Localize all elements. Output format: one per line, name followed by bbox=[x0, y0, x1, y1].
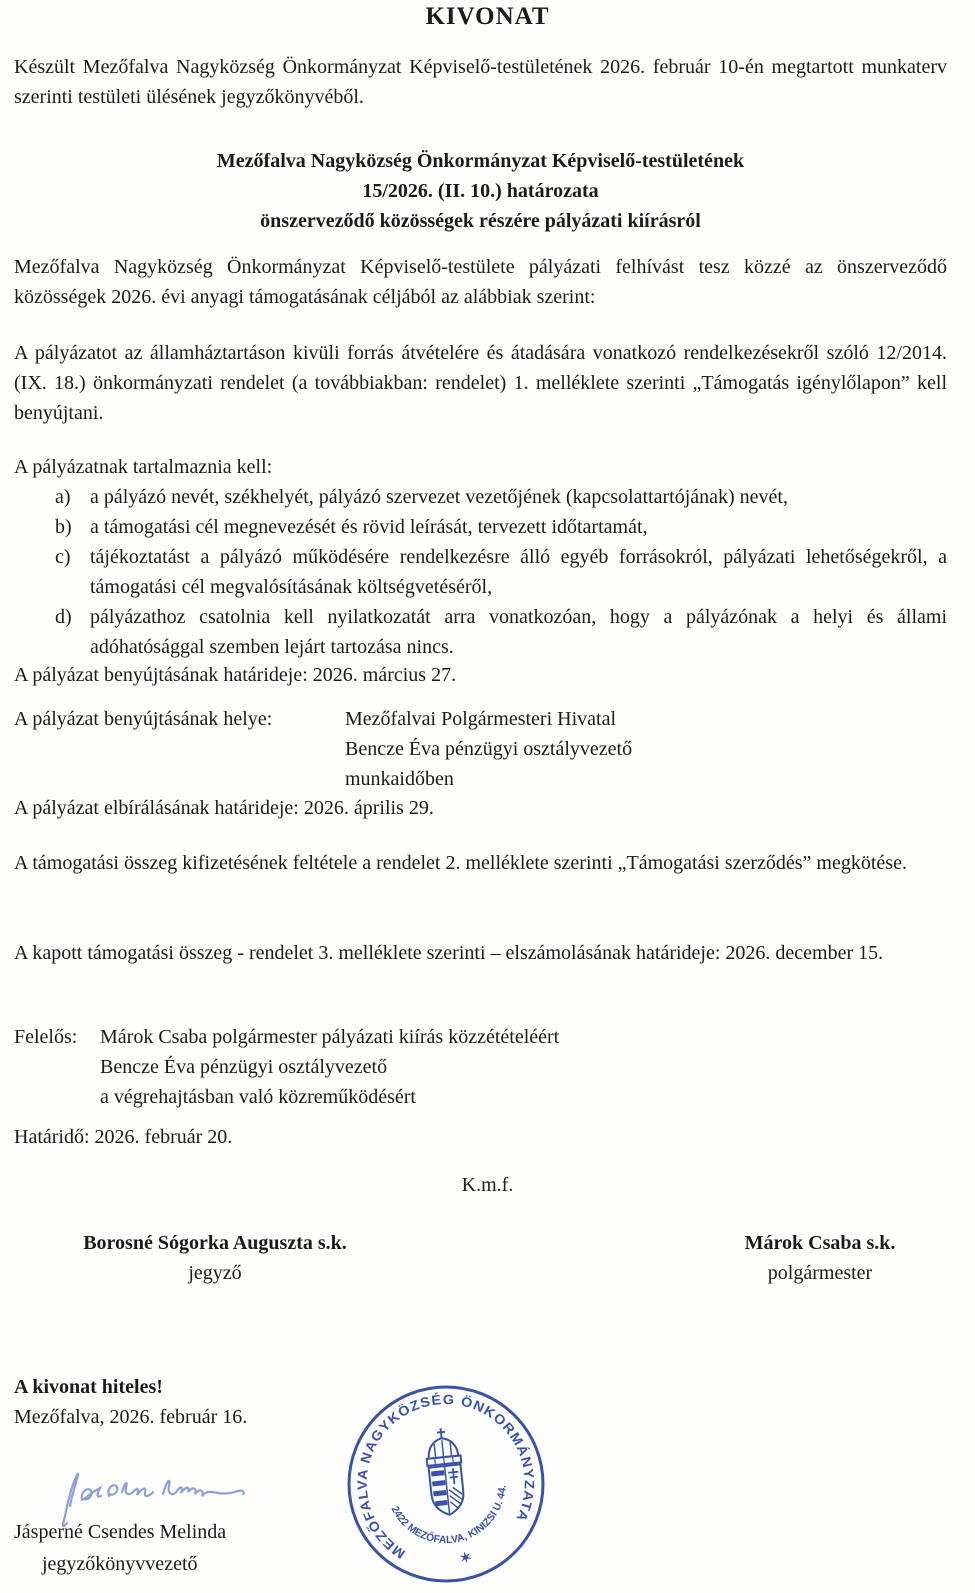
intro-paragraph: Készült Mezőfalva Nagyközség Önkormányzat Képviselő-testületének 2026. február 10-én megtartott munkaterv szerinti testületi ülésének jegyzőkönyvéből. bbox=[14, 56, 947, 108]
responsible-label: Felelős: bbox=[14, 1026, 78, 1048]
heading-line-3: önszerveződő közösségek részére pályázati kiírásról bbox=[260, 210, 701, 232]
list-item-d bbox=[14, 602, 947, 662]
item-text: a támogatási cél megnevezését és rövid leírását, tervezett időtartamát, bbox=[90, 516, 648, 538]
item-text: a pályázó nevét, székhelyét, pályázó szervezet vezetőjének (kapcsolattartójának) nevét, bbox=[90, 486, 788, 508]
judge-deadline-line: A pályázat elbírálásának határideje: 2026. április 29. bbox=[14, 797, 434, 819]
list-item-c bbox=[14, 542, 947, 602]
signature-right-title: polgármester bbox=[767, 1262, 873, 1284]
responsible-line-1 bbox=[14, 1022, 947, 1052]
signature-block-left bbox=[40, 1228, 390, 1288]
place-label: A pályázat benyújtásának helye: bbox=[14, 708, 273, 730]
certify-line: A kivonat hiteles! bbox=[14, 1376, 163, 1398]
place-value: Mezőfalvai Polgármesteri Hivatal bbox=[345, 708, 617, 730]
stamp-outer-text: MEZŐFALVA NAGYKÖZSÉG ÖNKORMÁNYZATA bbox=[354, 1391, 537, 1562]
responsible-line-2: Bencze Éva pénzügyi osztályvezető bbox=[100, 1056, 388, 1078]
signature-stroke bbox=[163, 1481, 244, 1496]
list-item-b bbox=[14, 512, 947, 542]
signature-block-right bbox=[705, 1228, 935, 1288]
signature-left-name: Borosné Sógorka Auguszta s.k. bbox=[83, 1232, 347, 1254]
requirements-intro: A pályázatnak tartalmaznia kell: bbox=[14, 456, 273, 478]
responsible-value: Márok Csaba polgármester pályázati kiírás közzétételéért bbox=[100, 1026, 560, 1048]
clerk-title: jegyzőkönyvvezető bbox=[42, 1553, 198, 1575]
document-title: KIVONAT bbox=[425, 3, 550, 30]
item-text: pályázathoz csatolnia kell nyilatkozatát arra vonatkozóan, hogy a pályázónak a helyi és állami adóhatósággal szemben lejárt tartozása nincs. bbox=[90, 606, 947, 658]
kmf-line: K.m.f. bbox=[461, 1174, 514, 1196]
resolution-heading bbox=[14, 146, 947, 236]
heading-line-1: Mezőfalva Nagyközség Önkormányzat Képviselő-testületének bbox=[216, 150, 745, 172]
form-paragraph: A pályázatot az államháztartáson kivüli forrás átvételére és átadására vonatkozó rendelkezésekről szóló 12/2014. (IX. 18.) önkormányzati rendelet (a továbbiakban: rendelet) 1. melléklete szerinti „Támogatás igénylőlapon” kell benyújtani. bbox=[14, 342, 947, 424]
settlement-paragraph: A kapott támogatási összeg - rendelet 3. melléklete szerinti – elszámolásának határideje: 2026. december 15. bbox=[14, 942, 884, 964]
clerk-name: Jásperné Csendes Melinda bbox=[14, 1521, 227, 1543]
item-marker: d) bbox=[55, 606, 72, 628]
submit-deadline-line: A pályázat benyújtásának határideje: 2026. március 27. bbox=[14, 664, 457, 686]
stamp-star: ✶ bbox=[457, 1548, 474, 1567]
responsible-line-3: a végrehajtásban való közreműködésért bbox=[100, 1086, 416, 1108]
item-text: tájékoztatást a pályázó működésére rendelkezésre álló egyéb forrásokról, pályázati lehetőségekről, a támogatási cél megvalósításának költségvetéséről, bbox=[90, 546, 947, 598]
payment-paragraph: A támogatási összeg kifizetésének feltétele a rendelet 2. melléklete szerinti „Támogatási szerződés” megkötése. bbox=[14, 852, 907, 874]
requirements-list bbox=[14, 482, 947, 662]
coat-of-arms-icon bbox=[424, 1427, 467, 1517]
item-marker: b) bbox=[55, 516, 72, 538]
list-item-a bbox=[14, 482, 947, 512]
official-stamp bbox=[345, 1382, 549, 1588]
call-paragraph: Mezőfalva Nagyközség Önkormányzat Képviselő-testülete pályázati felhívást tesz közzé az önszerveződő közösségek 2026. évi anyagi támogatásának céljából az alábbiak szerint: bbox=[14, 256, 947, 308]
signature-left-title: jegyző bbox=[188, 1262, 242, 1284]
item-marker: c) bbox=[55, 546, 71, 568]
place-hours-line: munkaidőben bbox=[345, 768, 454, 790]
certify-date-line: Mezőfalva, 2026. február 16. bbox=[14, 1406, 248, 1428]
stamp-inner-text: 2422 MEZŐFALVA, KINIZSI U. 44. bbox=[388, 1484, 509, 1547]
item-marker: a) bbox=[55, 486, 71, 508]
responsible-deadline-line: Határidő: 2026. február 20. bbox=[14, 1126, 233, 1148]
heading-line-2: 15/2026. (II. 10.) határozata bbox=[362, 180, 599, 202]
signature-stroke bbox=[108, 1483, 153, 1496]
signature-right-name: Márok Csaba s.k. bbox=[744, 1232, 896, 1254]
place-contact-line: Bencze Éva pénzügyi osztályvezető bbox=[345, 738, 633, 760]
submit-place-line bbox=[14, 704, 947, 734]
signature-stroke bbox=[82, 1488, 101, 1500]
